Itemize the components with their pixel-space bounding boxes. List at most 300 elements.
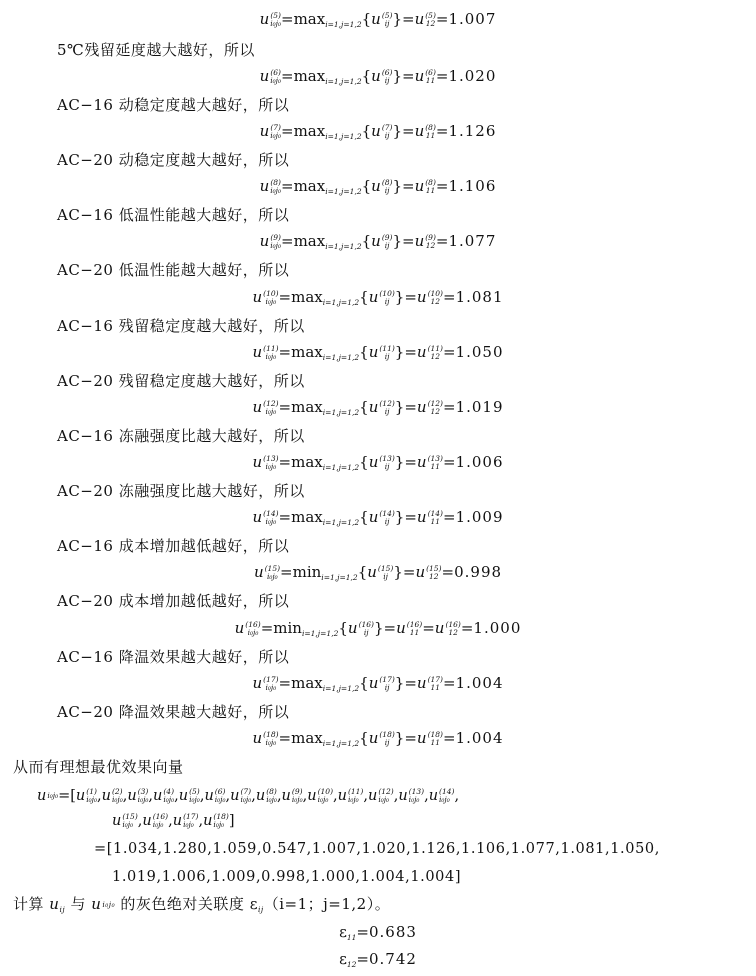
u-symbol: u bbox=[255, 788, 266, 804]
result-value: 0.998 bbox=[454, 563, 503, 581]
superscript: (7) bbox=[240, 787, 252, 796]
subscript: i₀j₀ bbox=[122, 820, 134, 829]
u-term bbox=[369, 674, 395, 692]
sup-sub-pair bbox=[425, 12, 436, 28]
sup-sub-pair bbox=[382, 179, 393, 195]
equals-sign: = bbox=[281, 232, 294, 250]
equation-line bbox=[0, 507, 756, 533]
u-term bbox=[260, 10, 281, 28]
superscript: (16) bbox=[152, 812, 169, 821]
equals-sign: = bbox=[278, 453, 292, 471]
brace-open: { bbox=[338, 619, 348, 637]
equation-line bbox=[0, 618, 756, 644]
u-term bbox=[252, 343, 278, 361]
superscript: (2) bbox=[111, 787, 123, 796]
subscript: ij bbox=[384, 462, 390, 471]
subscript: 11 bbox=[409, 628, 420, 637]
u-symbol: u bbox=[49, 895, 60, 913]
equals-sign: = bbox=[280, 563, 293, 581]
superscript: (12) bbox=[378, 787, 394, 796]
equation bbox=[260, 67, 497, 85]
equals-sign: = bbox=[402, 67, 415, 85]
operator: max bbox=[293, 177, 326, 195]
ideal-vector-intro: 从而有理想最优效果向量 bbox=[13, 758, 184, 776]
superscript: (10) bbox=[427, 289, 443, 298]
ideal-vector-values-row2 bbox=[112, 866, 461, 888]
equation bbox=[260, 232, 497, 250]
operator: min bbox=[273, 619, 302, 637]
u-term bbox=[369, 453, 395, 471]
epsilon-symbol: ε bbox=[339, 923, 347, 941]
sup-sub-pair bbox=[425, 124, 436, 140]
criterion-line: AC−16 残留稳定度越大越好，所以 bbox=[57, 317, 305, 335]
u-symbol: u bbox=[37, 788, 47, 804]
superscript: (5) bbox=[189, 787, 200, 796]
u-symbol: u bbox=[259, 122, 270, 140]
u-symbol: u bbox=[371, 67, 381, 85]
equals-sign: = bbox=[278, 508, 292, 526]
comma: , bbox=[199, 788, 205, 804]
subscript: i₀j₀ bbox=[102, 900, 116, 909]
u-term bbox=[142, 813, 168, 829]
brace-open: { bbox=[357, 563, 368, 581]
superscript: (17) bbox=[379, 675, 395, 684]
subscript: 12 bbox=[425, 241, 436, 250]
u-symbol: u bbox=[414, 177, 425, 195]
epsilon-symbol: ε bbox=[339, 950, 347, 968]
superscript: (12) bbox=[427, 399, 443, 408]
equation bbox=[252, 508, 503, 526]
equation bbox=[252, 343, 503, 361]
u-term bbox=[252, 508, 278, 526]
u-term bbox=[282, 788, 303, 804]
criterion-line: AC−16 成本增加越低越好，所以 bbox=[57, 537, 290, 555]
u-term bbox=[260, 122, 281, 140]
subscript: i₀j₀ bbox=[317, 795, 329, 804]
superscript: (8) bbox=[425, 123, 436, 132]
u-symbol: u bbox=[428, 788, 439, 804]
u-term bbox=[415, 10, 436, 28]
operator-range: i=1,j=1,2 bbox=[322, 353, 360, 362]
equals-sign: = bbox=[278, 674, 292, 692]
sup-sub-pair bbox=[266, 788, 277, 804]
superscript: (8) bbox=[266, 787, 277, 796]
operator-range: i=1,j=1,2 bbox=[322, 463, 360, 472]
superscript: (6) bbox=[214, 787, 226, 796]
comma: , bbox=[424, 788, 429, 804]
equation bbox=[260, 177, 497, 195]
operator: max bbox=[293, 232, 326, 250]
result-value: 1.126 bbox=[448, 122, 497, 140]
superscript: (7) bbox=[381, 123, 393, 132]
u-term bbox=[415, 232, 436, 250]
superscript: (6) bbox=[381, 68, 393, 77]
equation-line bbox=[0, 452, 756, 478]
comma: , bbox=[333, 788, 338, 804]
sup-sub-pair bbox=[263, 290, 278, 306]
brace-open: { bbox=[359, 288, 369, 306]
u-symbol: u bbox=[416, 288, 427, 306]
comma: , bbox=[174, 788, 179, 804]
sup-sub-pair bbox=[379, 400, 394, 416]
subscript: ij bbox=[384, 517, 390, 526]
brace-close: } bbox=[394, 398, 405, 416]
superscript: (14) bbox=[263, 509, 279, 518]
result-value: 1.050 bbox=[455, 343, 504, 361]
u-term bbox=[371, 232, 392, 250]
superscript: (5) bbox=[270, 11, 281, 20]
superscript: (9) bbox=[291, 787, 303, 796]
u-symbol: u bbox=[398, 788, 408, 804]
sup-sub-pair bbox=[263, 345, 278, 361]
u-symbol: u bbox=[414, 122, 425, 140]
equals-sign: = bbox=[404, 508, 417, 526]
criterion-line: AC−16 低温性能越大越好，所以 bbox=[57, 206, 290, 224]
equation-line bbox=[0, 9, 756, 35]
sup-sub-pair bbox=[382, 124, 393, 140]
subscript: ij bbox=[384, 738, 390, 747]
u-symbol: u bbox=[204, 788, 214, 804]
sup-sub-pair bbox=[263, 510, 278, 526]
sup-sub-pair bbox=[240, 788, 251, 804]
u-term bbox=[37, 788, 58, 804]
u-term bbox=[254, 563, 280, 581]
brace-open: { bbox=[359, 343, 369, 361]
u-term bbox=[260, 67, 281, 85]
equals-sign: = bbox=[404, 729, 417, 747]
equals-sign: = bbox=[442, 508, 456, 526]
brace-close: } bbox=[392, 67, 402, 85]
superscript: (16) bbox=[245, 620, 261, 629]
bracket-open: [ bbox=[70, 788, 76, 804]
superscript: (8) bbox=[381, 178, 393, 187]
superscript: (3) bbox=[137, 787, 149, 796]
sup-sub-pair bbox=[270, 69, 281, 85]
equals-sign: = bbox=[404, 288, 417, 306]
operator-range: i=1,j=1,2 bbox=[301, 629, 339, 638]
superscript: (14) bbox=[379, 509, 395, 518]
subscript: ij bbox=[384, 19, 390, 28]
subscript: i₀j₀ bbox=[265, 462, 277, 471]
u-symbol: u bbox=[101, 788, 111, 804]
u-term bbox=[371, 67, 392, 85]
comma: , bbox=[251, 788, 256, 804]
sup-sub-pair bbox=[379, 455, 394, 471]
subscript: i₀j₀ bbox=[152, 820, 164, 829]
u-symbol: u bbox=[259, 10, 270, 28]
subscript: i₀j₀ bbox=[347, 795, 359, 804]
equals-sign: = bbox=[402, 177, 415, 195]
operator-range: i=1,j=1,2 bbox=[325, 132, 362, 141]
equals-sign: = bbox=[404, 398, 417, 416]
equation-line bbox=[0, 66, 756, 92]
comma: , bbox=[225, 788, 231, 804]
result-value: 1.004 bbox=[455, 674, 504, 692]
u-symbol: u bbox=[416, 453, 427, 471]
operator-range: i=1,j=1,2 bbox=[322, 298, 360, 307]
equals-sign: = bbox=[281, 177, 294, 195]
sup-sub-pair bbox=[428, 676, 443, 692]
sup-sub-pair bbox=[379, 731, 394, 747]
equals-sign: = bbox=[383, 619, 397, 637]
u-term bbox=[371, 122, 392, 140]
u-term bbox=[369, 729, 395, 747]
sup-sub-pair bbox=[379, 510, 394, 526]
u-term bbox=[153, 788, 174, 804]
sup-sub-pair bbox=[382, 234, 393, 250]
superscript: (9) bbox=[270, 233, 281, 242]
brace-close: } bbox=[394, 288, 405, 306]
operator-range: i=1,j=1,2 bbox=[325, 77, 362, 86]
operator-range: i=1,j=1,2 bbox=[325, 242, 362, 251]
equals-sign: = bbox=[58, 788, 71, 804]
equals-sign: = bbox=[442, 674, 456, 692]
u-term bbox=[252, 674, 278, 692]
subscript: i₀j₀ bbox=[189, 795, 200, 804]
criterion-line: 5℃残留延度越大越好，所以 bbox=[57, 41, 255, 59]
subscript: ij bbox=[384, 407, 390, 416]
u-term bbox=[127, 788, 148, 804]
brace-open: { bbox=[361, 177, 372, 195]
subscript: i₀j₀ bbox=[265, 407, 277, 416]
u-symbol: u bbox=[367, 563, 377, 581]
brace-close: } bbox=[392, 10, 402, 28]
superscript: (13) bbox=[427, 454, 443, 463]
superscript: (10) bbox=[379, 289, 395, 298]
equation bbox=[252, 729, 503, 747]
subscript: 11 bbox=[430, 462, 441, 471]
comma: , bbox=[454, 788, 460, 804]
u-term bbox=[417, 343, 443, 361]
operator: max bbox=[293, 122, 326, 140]
subscript: 11 bbox=[425, 76, 436, 85]
subscript: i₀j₀ bbox=[270, 131, 281, 140]
superscript: (9) bbox=[425, 233, 436, 242]
result-value: 1.081 bbox=[455, 288, 504, 306]
equals-sign: = bbox=[442, 288, 456, 306]
subscript: 12 bbox=[429, 572, 439, 581]
subscript: ij bbox=[384, 352, 390, 361]
u-term bbox=[417, 674, 443, 692]
sup-sub-pair bbox=[428, 510, 443, 526]
u-symbol: u bbox=[203, 813, 213, 829]
sup-sub-pair bbox=[425, 234, 436, 250]
criterion-line: AC−16 动稳定度越大越好，所以 bbox=[57, 96, 290, 114]
sup-sub-pair bbox=[425, 179, 436, 195]
brace-close: } bbox=[394, 729, 405, 747]
u-term bbox=[417, 288, 443, 306]
u-symbol: u bbox=[368, 398, 379, 416]
subscript: i₀j₀ bbox=[183, 820, 194, 829]
superscript: (18) bbox=[379, 730, 395, 739]
equals-sign: = bbox=[260, 619, 274, 637]
equals-sign: = bbox=[356, 950, 369, 968]
criterion-line: AC−16 冻融强度比越大越好，所以 bbox=[57, 427, 305, 445]
u-term bbox=[252, 453, 278, 471]
comma: , bbox=[198, 813, 204, 829]
operator-range: i=1,j=1,2 bbox=[325, 20, 362, 29]
subscript: ij bbox=[384, 683, 390, 692]
subscript: i₀j₀ bbox=[47, 791, 59, 800]
u-symbol: u bbox=[252, 729, 263, 747]
criterion-line: AC−20 成本增加越低越好，所以 bbox=[57, 592, 290, 610]
criterion-line: AC−16 降温效果越大越好，所以 bbox=[57, 648, 290, 666]
subscript: ij bbox=[384, 131, 390, 140]
subscript: 12 bbox=[430, 297, 441, 306]
u-symbol: u bbox=[434, 619, 445, 637]
equals-sign: = bbox=[435, 122, 449, 140]
equation bbox=[254, 563, 502, 581]
superscript: (10) bbox=[263, 289, 279, 298]
sup-sub-pair bbox=[379, 345, 394, 361]
u-symbol: u bbox=[416, 674, 427, 692]
superscript: (5) bbox=[425, 11, 436, 20]
superscript: (18) bbox=[213, 812, 229, 821]
bracket-close: ] bbox=[228, 813, 235, 829]
result-value: 1.077 bbox=[448, 232, 497, 250]
subscript: i₀j₀ bbox=[266, 795, 277, 804]
criterion-line: AC−20 降温效果越大越好，所以 bbox=[57, 703, 290, 721]
brace-close: } bbox=[392, 177, 402, 195]
equals-sign: = bbox=[435, 10, 449, 28]
u-term bbox=[368, 788, 394, 804]
operator-range: i=1,j=1,2 bbox=[322, 684, 360, 693]
subscript: i₀j₀ bbox=[291, 795, 303, 804]
u-symbol: u bbox=[259, 232, 270, 250]
u-term bbox=[367, 563, 393, 581]
u-term bbox=[338, 788, 364, 804]
subscript: 11 bbox=[346, 933, 357, 942]
sup-sub-pair bbox=[86, 788, 97, 804]
subscript: 12 bbox=[430, 352, 441, 361]
subscript: i₀j₀ bbox=[163, 795, 175, 804]
equation bbox=[252, 674, 503, 692]
comma: , bbox=[276, 788, 282, 804]
subscript: i₀j₀ bbox=[240, 795, 252, 804]
sup-sub-pair bbox=[102, 901, 115, 909]
equals-sign: = bbox=[278, 288, 292, 306]
brace-open: { bbox=[361, 232, 372, 250]
subscript: ij bbox=[59, 905, 66, 914]
brace-open: { bbox=[361, 122, 372, 140]
operator-range: i=1,j=1,2 bbox=[322, 739, 360, 748]
u-symbol: u bbox=[414, 67, 425, 85]
subscript: i₀j₀ bbox=[265, 352, 277, 361]
equation bbox=[252, 398, 503, 416]
brace-open: { bbox=[359, 674, 369, 692]
sup-sub-pair bbox=[189, 788, 200, 804]
superscript: (16) bbox=[358, 620, 374, 629]
superscript: (8) bbox=[425, 178, 436, 187]
u-symbol: u bbox=[178, 788, 189, 804]
u-symbol: u bbox=[337, 788, 347, 804]
superscript: (17) bbox=[427, 675, 443, 684]
u-ij-term bbox=[49, 895, 65, 913]
brace-open: { bbox=[359, 453, 369, 471]
u-term bbox=[204, 788, 225, 804]
superscript: (15) bbox=[264, 564, 281, 573]
superscript: (1) bbox=[86, 787, 97, 796]
superscript: (11) bbox=[263, 344, 279, 353]
u-term bbox=[102, 788, 123, 804]
subscript: ij bbox=[257, 905, 264, 914]
u-symbol: u bbox=[112, 813, 122, 829]
brace-close: } bbox=[392, 122, 402, 140]
criterion-line: AC−20 残留稳定度越大越好，所以 bbox=[57, 372, 305, 390]
subscript: i₀j₀ bbox=[270, 76, 281, 85]
u-term bbox=[415, 177, 436, 195]
subscript: 11 bbox=[430, 738, 441, 747]
u-symbol: u bbox=[230, 788, 240, 804]
equals-sign: = bbox=[442, 729, 456, 747]
operator-range: i=1,j=1,2 bbox=[321, 573, 358, 582]
equals-sign: = bbox=[441, 563, 455, 581]
u-term bbox=[307, 788, 333, 804]
superscript: (13) bbox=[263, 454, 279, 463]
u-term bbox=[230, 788, 251, 804]
operator: max bbox=[293, 10, 326, 28]
result-value: 0.742 bbox=[368, 950, 417, 968]
brace-open: { bbox=[359, 508, 369, 526]
subscript: i₀j₀ bbox=[213, 820, 225, 829]
equals-sign: = bbox=[442, 398, 456, 416]
subscript: i₀j₀ bbox=[378, 795, 390, 804]
u-term bbox=[396, 619, 422, 637]
brace-open: { bbox=[361, 67, 372, 85]
equals-sign: = bbox=[442, 343, 456, 361]
superscript: (17) bbox=[263, 675, 279, 684]
sup-sub-pair bbox=[265, 565, 280, 581]
sup-sub-pair bbox=[318, 788, 333, 804]
operator: max bbox=[291, 398, 323, 416]
subscript: i₀j₀ bbox=[265, 683, 277, 692]
u-term bbox=[256, 788, 277, 804]
subscript: ij bbox=[384, 241, 390, 250]
sup-sub-pair bbox=[263, 731, 278, 747]
brace-open: { bbox=[359, 729, 369, 747]
equals-sign: = bbox=[442, 453, 456, 471]
comma: , bbox=[148, 788, 154, 804]
equation-line bbox=[0, 176, 756, 202]
u-symbol: u bbox=[234, 619, 245, 637]
u-term bbox=[429, 788, 455, 804]
subscript: i₀j₀ bbox=[247, 628, 259, 637]
operator-range: i=1,j=1,2 bbox=[325, 187, 362, 196]
u-term bbox=[76, 788, 97, 804]
sup-sub-pair bbox=[348, 788, 363, 804]
u-symbol: u bbox=[414, 232, 425, 250]
equals-sign: = bbox=[278, 729, 292, 747]
u-symbol: u bbox=[252, 453, 263, 471]
u-term bbox=[415, 122, 436, 140]
sup-sub-pair bbox=[122, 813, 137, 829]
u-symbol: u bbox=[416, 508, 427, 526]
epsilon-ij bbox=[250, 895, 264, 913]
u-symbol: u bbox=[368, 508, 379, 526]
equation-line bbox=[0, 121, 756, 147]
vector-values: 1.019,1.006,1.009,0.998,1.000,1.004,1.004 bbox=[112, 869, 455, 885]
subscript: i₀j₀ bbox=[266, 572, 278, 581]
subscript: i₀j₀ bbox=[270, 186, 281, 195]
criterion-line: AC−20 动稳定度越大越好，所以 bbox=[57, 151, 290, 169]
operator: max bbox=[291, 508, 323, 526]
calc-text: 与 bbox=[65, 895, 92, 913]
subscript: ij bbox=[384, 186, 390, 195]
u-term bbox=[252, 288, 278, 306]
equals-sign: = bbox=[404, 343, 417, 361]
u-symbol: u bbox=[127, 788, 137, 804]
subscript: i₀j₀ bbox=[270, 241, 281, 250]
